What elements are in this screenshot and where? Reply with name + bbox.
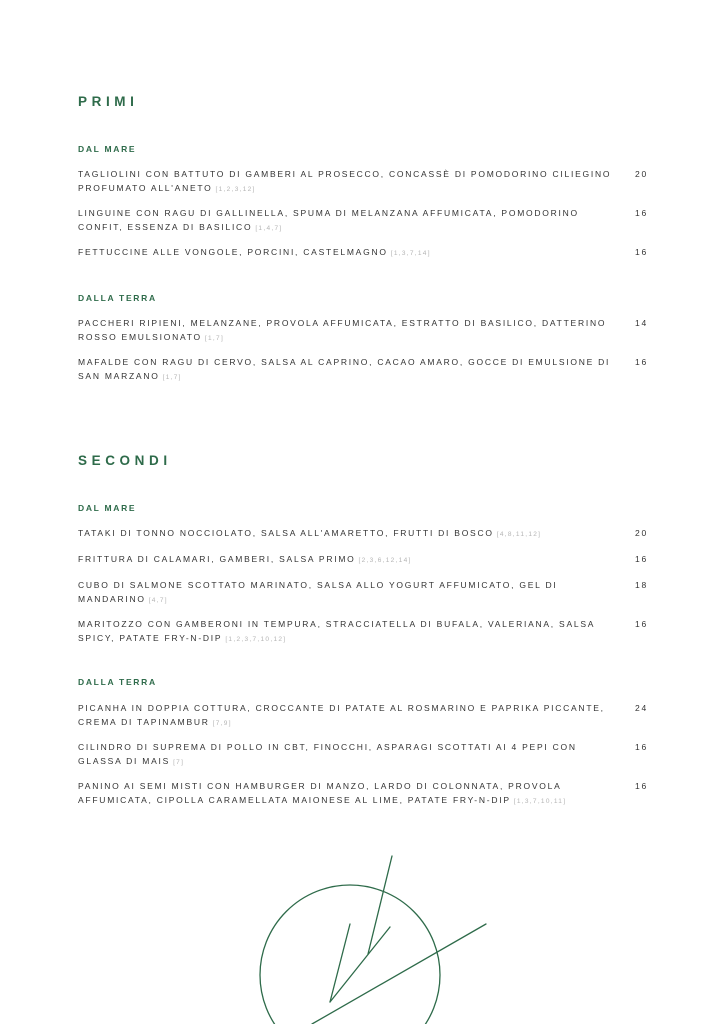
dish-name: FETTUCCINE ALLE VONGOLE, PORCINI, CASTELMAGNO — [78, 247, 388, 257]
dish-price: 16 — [634, 208, 648, 218]
section-title-primi: PRIMI — [78, 94, 139, 109]
dish-item — [78, 168, 648, 196]
dish-item — [78, 207, 648, 235]
dish-name: PICANHA IN DOPPIA COTTURA, CROCCANTE DI PATATE AL ROSMARINO E PAPRIKA PICCANTE, CREMA DI TAPINAMBUR — [78, 703, 605, 727]
dish-item — [78, 780, 648, 808]
subsection-dalla-terra: DALLA TERRA — [78, 293, 157, 303]
subsection-dal-mare: DAL MARE — [78, 144, 137, 154]
dish-allergens: [1,2,3,7,10,12] — [225, 635, 287, 643]
dish-allergens: [2,3,6,12,14] — [358, 557, 412, 564]
dish-price: 16 — [634, 619, 648, 629]
dish-price: 16 — [634, 781, 648, 791]
dish-allergens: [1,7] — [204, 334, 225, 342]
dish-name: CUBO DI SALMONE SCOTTATO MARINATO, SALSA ALLO YOGURT AFFUMICATO, GEL DI MANDARINO — [78, 580, 558, 604]
dish-name: LINGUINE CON RAGU DI GALLINELLA, SPUMA DI MELANZANA AFFUMICATA, POMODORINO CONFIT, ESSENZA DI BASILICO — [78, 208, 579, 232]
dish-item — [78, 246, 648, 261]
dish-item — [78, 356, 648, 384]
primi-section — [78, 94, 648, 381]
secondi-section — [78, 453, 648, 805]
dish-price: 14 — [634, 318, 648, 328]
dish-allergens: [1,2,3,12] — [215, 185, 256, 193]
subsection-dalla-terra: DALLA TERRA — [78, 677, 157, 687]
dish-allergens: [1,3,7,10,11] — [513, 797, 567, 805]
dish-item — [78, 579, 648, 607]
dish-name: PACCHERI RIPIENI, MELANZANE, PROVOLA AFFUMICATA, ESTRATTO DI BASILICO, DATTERINO ROSSO EMULSIONATO — [78, 318, 607, 342]
dish-allergens: [4,7] — [148, 596, 168, 604]
dish-item — [78, 702, 648, 730]
dish-price: 16 — [634, 554, 648, 564]
dish-name: TAGLIOLINI CON BATTUTO DI GAMBERI AL PROSECCO, CONCASSÈ DI POMODORINO CILIEGINO PROFUMATO ALL'ANETO — [78, 169, 612, 193]
subsection-dal-mare: DAL MARE — [78, 503, 137, 513]
dish-allergens: [7] — [173, 758, 185, 766]
dish-allergens: [1,3,7,14] — [390, 250, 431, 257]
dish-price: 16 — [634, 247, 648, 257]
dish-allergens: [4,8,11,12] — [496, 531, 542, 538]
dish-price: 20 — [634, 169, 648, 179]
dish-item — [78, 317, 648, 345]
section-title-secondi: SECONDI — [78, 453, 172, 468]
dish-price: 16 — [634, 742, 648, 752]
dish-name: TATAKI DI TONNO NOCCIOLATO, SALSA ALL'AMARETTO, FRUTTI DI BOSCO — [78, 528, 494, 538]
dish-price: 18 — [634, 580, 648, 590]
dish-price: 20 — [634, 528, 648, 538]
dish-name: CILINDRO DI SUPREMA DI POLLO IN CBT, FINOCCHI, ASPARAGI SCOTTATI AI 4 PEPI CON GLASSA DI MAIS — [78, 742, 577, 766]
dish-allergens: [7,9] — [212, 719, 232, 727]
branch-circle-logo-icon — [250, 850, 500, 1024]
dish-item — [78, 527, 648, 542]
dish-name: MARITOZZO CON GAMBERONI IN TEMPURA, STRACCIATELLA DI BUFALA, VALERIANA, SALSA SPICY, PATATE FRY-N-DIP — [78, 619, 595, 643]
dish-name: MAFALDE CON RAGU DI CERVO, SALSA AL CAPRINO, CACAO AMARO, GOCCE DI EMULSIONE DI SAN MARZANO — [78, 357, 611, 381]
dish-allergens: [1,7] — [162, 373, 182, 381]
dish-item — [78, 618, 648, 646]
dish-name: PANINO AI SEMI MISTI CON HAMBURGER DI MANZO, LARDO DI COLONNATA, PROVOLA AFFUMICATA, CIPOLLA CARAMELLATA MAIONESE AL LIME, PATATE FRY-N-DIP — [78, 781, 562, 805]
dish-allergens: [1,4,7] — [255, 224, 283, 232]
dish-price: 16 — [634, 357, 648, 367]
dish-item — [78, 553, 648, 568]
dish-item — [78, 741, 648, 769]
dish-name: FRITTURA DI CALAMARI, GAMBERI, SALSA PRIMO — [78, 554, 356, 564]
dish-price: 24 — [634, 703, 648, 713]
